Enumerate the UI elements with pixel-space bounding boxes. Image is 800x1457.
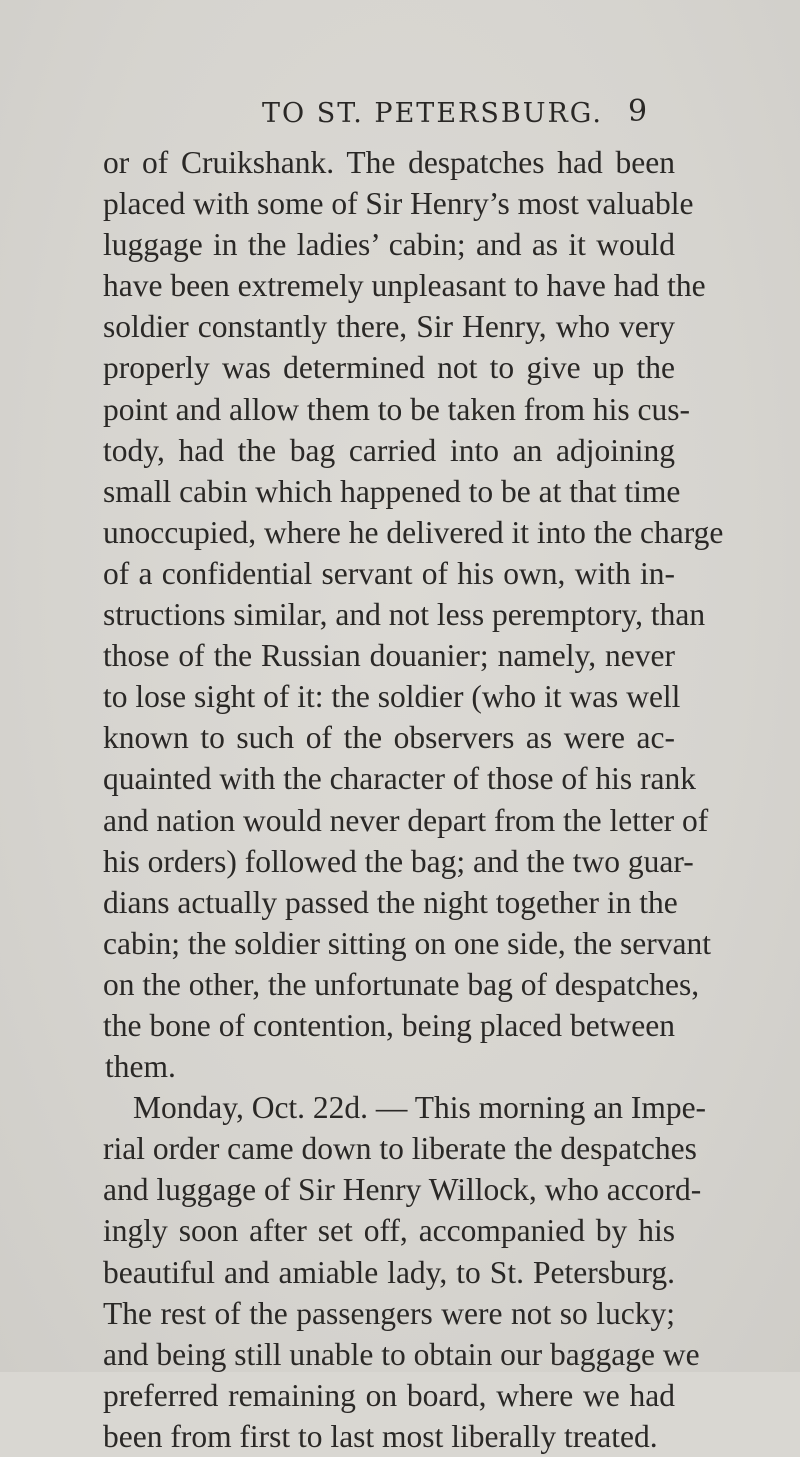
text-line: structions similar, and not less peremptory, than bbox=[103, 597, 706, 633]
text-line: beautiful and amiable lady, to St. Petersburg. bbox=[103, 1254, 675, 1290]
text-line: and luggage of Sir Henry Willock, who accord- bbox=[103, 1172, 702, 1208]
text-line: preferred remaining on board, where we had bbox=[103, 1377, 675, 1413]
text-line: unoccupied, where he delivered it into the charge bbox=[103, 514, 724, 550]
text-line: those of the Russian douanier; namely, never bbox=[103, 638, 675, 674]
text-line: his orders) followed the bag; and the two guar- bbox=[103, 843, 694, 879]
text-line: to lose sight of it: the soldier (who it was well bbox=[103, 679, 681, 715]
text-line: and nation would never depart from the letter of bbox=[103, 802, 709, 838]
text-line: the bone of contention, being placed between bbox=[103, 1007, 675, 1043]
text-line: or of Cruikshank. The despatches had been bbox=[103, 145, 675, 180]
text-line: on the other, the unfortunate bag of despatches, bbox=[103, 966, 700, 1002]
text-line: ingly soon after set off, accompanied by his bbox=[103, 1213, 675, 1249]
text-line: Monday, Oct. 22d. — This morning an Impe- bbox=[133, 1090, 707, 1126]
page-number: 9 bbox=[628, 94, 648, 129]
text-line: cabin; the soldier sitting on one side, the servant bbox=[103, 925, 711, 961]
text-line: point and allow them to be taken from his cus- bbox=[103, 391, 690, 427]
text-line: properly was determined not to give up the bbox=[103, 350, 675, 386]
text-line: quainted with the character of those of his rank bbox=[103, 761, 697, 797]
running-head: TO ST. PETERSBURG. bbox=[262, 98, 603, 129]
text-line: rial order came down to liberate the despatches bbox=[103, 1131, 697, 1167]
text-line: known to such of the observers as were ac- bbox=[103, 720, 675, 756]
text-line: dians actually passed the night together in the bbox=[103, 884, 678, 920]
text-line: small cabin which happened to be at that time bbox=[103, 473, 681, 509]
paragraph-end-line: been from first to last most liberally treated. bbox=[103, 1418, 658, 1454]
body-text bbox=[103, 142, 724, 1457]
page-header bbox=[0, 90, 800, 130]
text-line: have been extremely unpleasant to have had the bbox=[103, 268, 706, 304]
text-line: and being still unable to obtain our baggage we bbox=[103, 1336, 700, 1372]
text-line: tody, had the bag carried into an adjoining bbox=[103, 432, 675, 468]
text-line: of a confidential servant of his own, with in- bbox=[103, 555, 675, 591]
paragraph-end-line: them. bbox=[105, 1049, 176, 1085]
text-line: soldier constantly there, Sir Henry, who very bbox=[103, 309, 675, 345]
text-line: luggage in the ladies’ cabin; and as it would bbox=[103, 227, 675, 263]
text-line: placed with some of Sir Henry’s most valuable bbox=[103, 186, 694, 222]
text-line: The rest of the passengers were not so lucky; bbox=[103, 1295, 675, 1331]
